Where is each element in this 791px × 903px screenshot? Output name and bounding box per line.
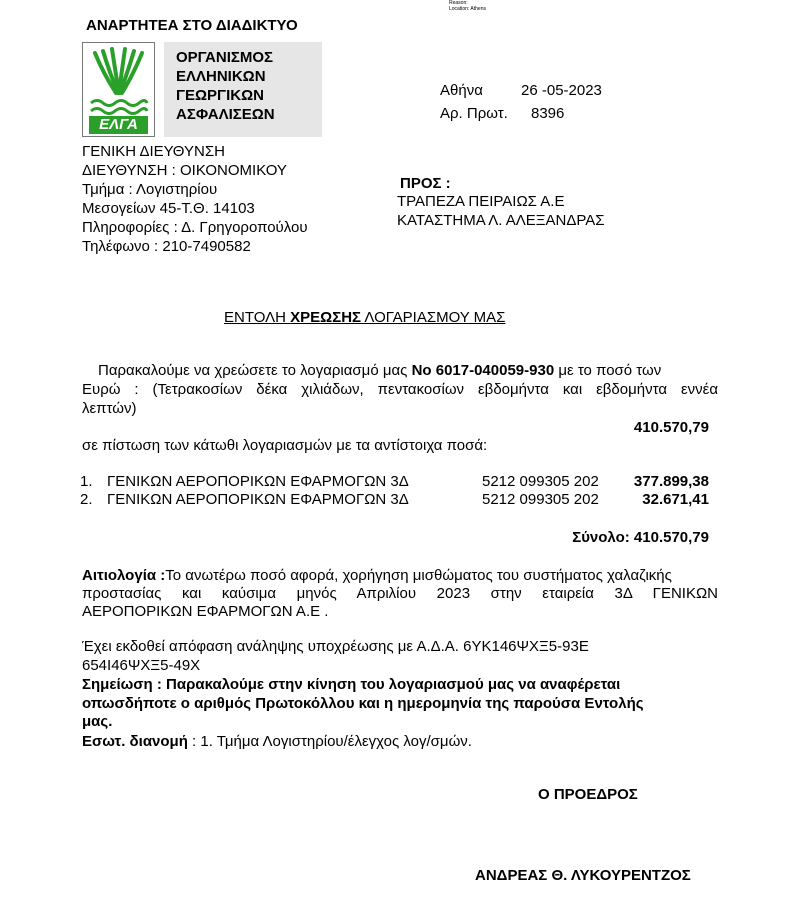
- note-line: μας.: [82, 713, 113, 730]
- org-name-line: ΓΕΩΡΓΙΚΩΝ: [176, 87, 264, 104]
- note-label: Σημείωση :: [82, 676, 162, 693]
- subject-part-bold: ΧΡΕΩΣΗΣ: [290, 309, 362, 326]
- item-number: 2.: [80, 491, 93, 508]
- sender-block: [82, 142, 308, 256]
- posted-online-title: ΑΝΑΡΤΗΤΕΑ ΣΤΟ ΔΙΑΔΙΚΤΥΟ: [86, 17, 298, 34]
- sum-row: [572, 529, 709, 546]
- signatory-role: Ο ΠΡΟΕΔΡΟΣ: [538, 786, 638, 803]
- elga-logo: [82, 42, 155, 137]
- recipient-branch: ΚΑΤΑΣΤΗΜΑ Λ. ΑΛΕΞΑΝΔΡΑΣ: [397, 212, 605, 229]
- sender-line: ΔΙΕΥΘΥΝΣΗ : ΟΙΚΟΝΟΜΙΚΟΥ: [82, 162, 287, 179]
- total-amount: 410.570,79: [633, 419, 709, 436]
- amount-in-words-end: λεπτών): [82, 400, 137, 417]
- org-name-line: ΑΣΦΑΛΙΣΕΩΝ: [176, 106, 275, 123]
- decision-code: 654Ι46ΨΧΞ5-49Χ: [82, 657, 201, 674]
- note-text: Παρακαλούμε στην κίνηση του λογαριασμού μας να αναφέρεται: [161, 676, 621, 693]
- signatory-name: ΑΝΔΡΕΑΣ Θ. ΛΥΚΟΥΡΕΝΤΖΟΣ: [475, 867, 691, 884]
- note-line: [82, 676, 620, 693]
- decision-line: Έχει εκδοθεί απόφαση ανάληψης υποχρέωσης με Α.Δ.Α. 6ΥΚ146ΨΧΞ5-93Ε: [82, 638, 589, 655]
- logo-text: ΕΛΓΑ: [99, 116, 138, 133]
- internal-text: : 1. Τμήμα Λογιστηρίου/έλεγχος λογ/σμών.: [187, 733, 472, 750]
- protocol-number: 8396: [531, 105, 565, 122]
- org-name-line: ΕΛΛΗΝΙΚΩΝ: [176, 68, 266, 85]
- debit-account-number: Νο 6017-040059-930: [411, 362, 555, 379]
- sender-line: Πληροφορίες : Δ. Γρηγοροπούλου: [82, 219, 308, 236]
- document-date: 26 -05-2023: [521, 82, 602, 99]
- recipient-label: ΠΡΟΣ :: [400, 175, 451, 192]
- recipient-bank: ΤΡΑΠΕΖΑ ΠΕΙΡΑΙΩΣ Α.Ε: [397, 193, 565, 210]
- item-account: 5212 099305 202: [482, 473, 599, 490]
- sum-value: 410.570,79: [633, 529, 709, 546]
- instruction-text: με το ποσό των: [554, 362, 662, 379]
- internal-label: Εσωτ. διανομή: [82, 733, 188, 750]
- justification-line: προστασίας και καύσιμα μηνός Απριλίου 2023 στην εταιρεία 3Δ ΓΕΝΙΚΩΝ: [82, 585, 718, 602]
- justification-text: Το ανωτέρω ποσό αφορά, χορήγηση μισθώματος του συστήματος χαλαζικής: [165, 567, 672, 584]
- sender-line: ΓΕΝΙΚΗ ΔΙΕΥΘΥΝΣΗ: [82, 143, 225, 160]
- sender-line: Μεσογείων 45-Τ.Θ. 14103: [82, 200, 255, 217]
- internal-distribution: [82, 733, 472, 750]
- organization-name-box: [164, 42, 322, 137]
- item-account: 5212 099305 202: [482, 491, 599, 508]
- protocol-label: Αρ. Πρωτ.: [440, 105, 508, 122]
- justification-label: Αιτιολογία :: [82, 567, 166, 584]
- item-amount: 377.899,38: [633, 473, 709, 490]
- item-number: 1.: [80, 473, 93, 490]
- sender-line: Τηλέφωνο : 210-7490582: [82, 238, 251, 255]
- justification-line: ΑΕΡΟΠΟΡΙΚΩΝ ΕΦΑΡΜΟΓΩΝ Α.Ε .: [82, 603, 329, 620]
- signature-location-label: Location: Athens: [449, 6, 486, 12]
- sender-line: Τμήμα : Λογιστηρίου: [82, 181, 218, 198]
- credit-intro: σε πίστωση των κάτωθι λογαριασμών με τα αντίστοιχα ποσά:: [82, 437, 488, 454]
- item-beneficiary: ΓΕΝΙΚΩΝ ΑΕΡΟΠΟΡΙΚΩΝ ΕΦΑΡΜΟΓΩΝ 3Δ: [107, 491, 409, 508]
- note-line: οπωσδήποτε ο αριθμός Πρωτοκόλλου και η ημερομηνία της παρούσα Εντολής: [82, 695, 644, 712]
- subject-part: ΕΝΤΟΛΗ: [224, 309, 291, 326]
- item-beneficiary: ΓΕΝΙΚΩΝ ΑΕΡΟΠΟΡΙΚΩΝ ΕΦΑΡΜΟΓΩΝ 3Δ: [107, 473, 409, 490]
- subject-part: ΛΟΓΑΡΙΑΣΜΟΥ ΜΑΣ: [361, 309, 506, 326]
- subject-title: [224, 309, 505, 326]
- city-label: Αθήνα: [440, 82, 483, 99]
- sum-label: Σύνολο:: [572, 529, 630, 546]
- justification-line: [82, 567, 718, 584]
- charge-instruction-line: [98, 362, 718, 379]
- org-name-line: ΟΡΓΑΝΙΣΜΟΣ: [176, 49, 274, 66]
- amount-in-words-line: Ευρώ : (Τετρακοσίων δέκα χιλιάδων, πεντακοσίων εβδομήντα και εβδομήντα εννέα: [82, 381, 718, 398]
- instruction-text: Παρακαλούμε να χρεώσετε το λογαριασμό μας: [98, 362, 412, 379]
- item-amount: 32.671,41: [642, 491, 709, 508]
- signature-reason-label: Reason:: [449, 0, 468, 6]
